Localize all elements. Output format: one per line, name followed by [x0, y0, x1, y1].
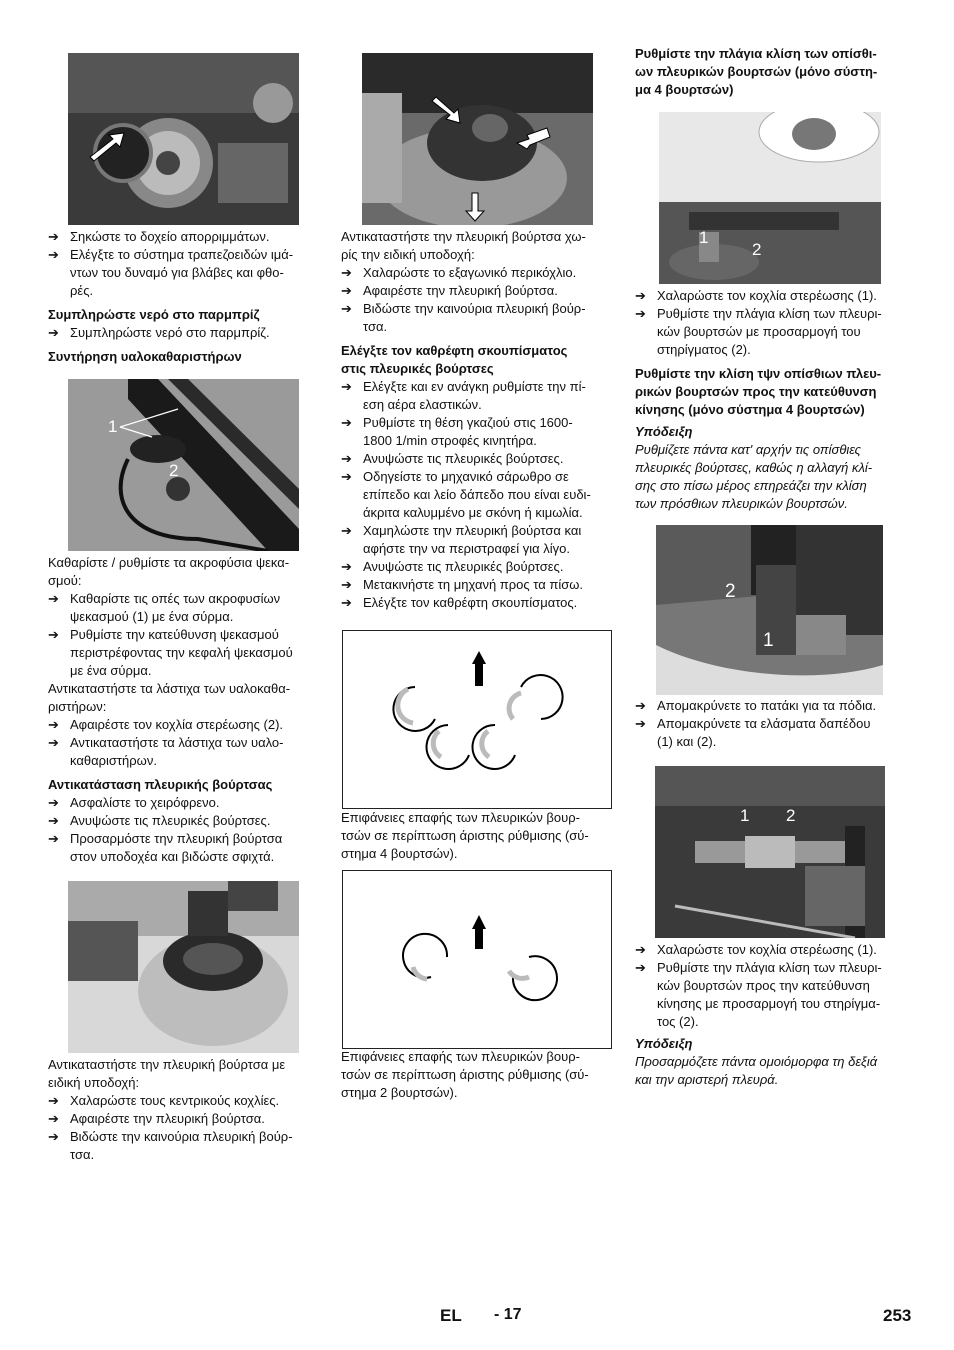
callout-label-2: 2 [725, 581, 736, 602]
instruction: Οδηγείστε το μηχανικό σάρωθρο σε [363, 469, 569, 484]
figure-caption: Επιφάνειες επαφής των πλευρικών βουρ- [341, 1049, 580, 1064]
instruction: Χαλαρώστε τον κοχλία στερέωσης (1). [657, 942, 877, 957]
arrow-right-icon: ➔ [635, 306, 646, 321]
section-heading: Ρυθμίστε την κλίση τψν οπίσθιων πλευ- [635, 366, 882, 381]
wiper-nozzle-photo [68, 379, 299, 551]
section-heading: ρικών βουρτσών προς την κατεύθυνση [635, 384, 877, 399]
instruction: Ελέγξτε τον καθρέφτη σκουπίσματος. [363, 595, 578, 610]
instruction: Αφαιρέστε τον κοχλία στερέωσης (2). [70, 717, 284, 732]
arrow-right-icon: ➔ [48, 1111, 59, 1126]
note-text: πλευρικές βούρτσες, καθώς η αλλαγή κλί- [635, 460, 873, 475]
instruction: επίπεδο και λείο δάπεδο που είναι ευδι- [363, 487, 591, 502]
arrow-right-icon: ➔ [635, 288, 646, 303]
callout-label-2: 2 [786, 806, 796, 825]
arrow-right-icon: ➔ [48, 627, 59, 642]
instruction: Βιδώστε την καινούρια πλευρική βούρ- [70, 1129, 293, 1144]
instruction: αφήστε την να περιστραφεί για λίγο. [363, 541, 570, 556]
page-number: 253 [883, 1306, 912, 1325]
arrow-right-icon: ➔ [48, 735, 59, 750]
note-text: και την αριστερή πλευρά. [635, 1072, 779, 1087]
arrow-right-icon: ➔ [48, 831, 59, 846]
arrow-right-icon: ➔ [48, 717, 59, 732]
instruction: κίνησης με προσαρμογή του στηρίγμα- [657, 996, 881, 1011]
instruction: Χαμηλώστε την πλευρική βούρτσα και [363, 523, 582, 538]
brush-hub-photo [362, 53, 593, 225]
instruction: Αφαιρέστε την πλευρική βούρτσα. [70, 1111, 265, 1126]
instruction: Αφαιρέστε την πλευρική βούρτσα. [363, 283, 558, 298]
instruction: με ένα σύρμα. [70, 663, 152, 678]
instruction: τος (2). [657, 1014, 699, 1029]
figure-caption: τσών σε περίπτωση άριστης ρύθμισης (σύ- [341, 1067, 589, 1082]
instruction: στον υποδοχέα και βιδώστε σφιχτά. [70, 849, 275, 864]
paragraph: Αντικαταστήστε την πλευρική βούρτσα με [48, 1057, 286, 1072]
instruction: Ασφαλίστε το χειρόφρενο. [70, 795, 220, 810]
note-text: σης στο πίσω μέρος επηρεάζει την κλίση [635, 478, 867, 493]
instruction: τσα. [70, 1147, 95, 1162]
arrow-right-icon: ➔ [341, 577, 352, 592]
instruction: κών βουρτσών προς την κατεύθυνση [657, 978, 870, 993]
instruction: Ρυθμίστε τη θέση γκαζιού στις 1600- [363, 415, 573, 430]
section-heading: κίνησης (μόνο σύστημα 4 βουρτσών) [635, 402, 865, 417]
arrow-right-icon: ➔ [635, 698, 646, 713]
instruction: κών βουρτσών με προσαρμογή του [657, 324, 861, 339]
instruction: 1800 1/min στροφές κινητήρα. [363, 433, 537, 448]
figure-caption: στημα 4 βουρτσών). [341, 846, 458, 861]
instruction: Ρυθμίστε την πλάγια κλίση των πλευρι- [657, 960, 882, 975]
section-heading: μα 4 βουρτσών) [635, 82, 734, 97]
arrow-right-icon: ➔ [341, 451, 352, 466]
alternator-photo [68, 53, 299, 225]
instruction: Συμπληρώστε νερό στο παρμπρίζ. [70, 325, 270, 340]
note-text: Ρυθμίζετε πάντα κατ' αρχήν τις οπίσθιες [635, 442, 861, 457]
figure-caption: Επιφάνειες επαφής των πλευρικών βουρ- [341, 810, 580, 825]
figure-caption: τσών σε περίπτωση άριστης ρύθμισης (σύ- [341, 828, 589, 843]
instruction: ντων του δυναμό για βλάβες και φθο- [70, 265, 284, 280]
arrow-right-icon: ➔ [341, 523, 352, 538]
instruction: Ελέγξτε και εν ανάγκη ρυθμίστε την πί- [363, 379, 586, 394]
arrow-right-icon: ➔ [48, 591, 59, 606]
underfloor-bracket-photo [655, 766, 885, 938]
section-heading: Ρυθμίστε την πλάγια κλίση των οπίσθι- [635, 46, 877, 61]
rear-brush-bracket-photo [659, 112, 881, 284]
figure-caption: στημα 2 βουρτσών). [341, 1085, 458, 1100]
arrow-right-icon: ➔ [635, 960, 646, 975]
paragraph: Αντικαταστήστε τα λάστιχα των υαλοκαθα- [48, 681, 291, 696]
section-heading: στις πλευρικές βούρτσες [341, 361, 494, 376]
instruction: Χαλαρώστε το εξαγωνικό περικόχλιο. [363, 265, 577, 280]
section-heading: Συντήρηση υαλοκαθαριστήρων [48, 349, 242, 364]
arrow-right-icon: ➔ [48, 1129, 59, 1144]
paragraph: σμού: [48, 573, 82, 588]
arrow-right-icon: ➔ [341, 301, 352, 316]
callout-label-2: 2 [752, 240, 762, 259]
section-heading: Αντικατάσταση πλευρικής βούρτσας [48, 777, 273, 792]
instruction: άκριτα καλυμμένο με σκόνη ή κιμωλία. [363, 505, 583, 520]
instruction: ρές. [70, 283, 94, 298]
contact-pattern-diagram-4-brushes [342, 630, 612, 809]
instruction: Χαλαρώστε τον κοχλία στερέωσης (1). [657, 288, 877, 303]
instruction: Ανυψώστε τις πλευρικές βούρτσες. [363, 559, 564, 574]
instruction: τσα. [363, 319, 388, 334]
note-heading: Υπόδειξη [635, 1036, 693, 1051]
arrow-right-icon: ➔ [48, 1093, 59, 1108]
arrow-right-icon: ➔ [341, 379, 352, 394]
paragraph: ειδική υποδοχή: [48, 1075, 140, 1090]
floor-plates-photo [656, 525, 883, 695]
arrow-right-icon: ➔ [341, 559, 352, 574]
arrow-right-icon: ➔ [48, 813, 59, 828]
instruction: Μετακινήστε τη μηχανή προς τα πίσω. [363, 577, 583, 592]
instruction: καθαριστήρων. [70, 753, 157, 768]
section-heading: Ελέγξτε τον καθρέφτη σκουπίσματος [341, 343, 568, 358]
callout-label-1: 1 [740, 806, 750, 825]
paragraph: ρίς την ειδική υποδοχή: [341, 247, 475, 262]
instruction: Ρυθμίστε την πλάγια κλίση των πλευρι- [657, 306, 882, 321]
callout-label-1: 1 [763, 630, 774, 651]
note-text: Προσαρμόζετε πάντα ομοιόμορφα τη δεξιά [635, 1054, 878, 1069]
note-text: των πρόσθιων πλευρικών βουρτσών. [635, 496, 848, 511]
instruction: εση αέρα ελαστικών. [363, 397, 482, 412]
section-heading: Συμπληρώστε νερό στο παρμπρίζ [48, 307, 260, 322]
instruction: ψεκασμού (1) με ένα σύρμα. [70, 609, 234, 624]
paragraph: ριστήρων: [48, 699, 107, 714]
arrow-right-icon: ➔ [48, 795, 59, 810]
side-brush-photo [68, 881, 299, 1053]
paragraph: Καθαρίστε / ρυθμίστε τα ακροφύσια ψεκα- [48, 555, 290, 570]
instruction: Ελέγξτε το σύστημα τραπεζοειδών ιμά- [70, 247, 294, 262]
instruction: περιστρέφοντας την κεφαλή ψεκασμού [70, 645, 293, 660]
contact-pattern-diagram-2-brushes [342, 870, 612, 1049]
arrow-right-icon: ➔ [48, 247, 59, 262]
instruction: Ανυψώστε τις πλευρικές βούρτσες. [363, 451, 564, 466]
arrow-right-icon: ➔ [341, 283, 352, 298]
instruction: (1) και (2). [657, 734, 717, 749]
instruction: Αντικαταστήστε τα λάστιχα των υαλο- [70, 735, 284, 750]
instruction: Χαλαρώστε τους κεντρικούς κοχλίες. [70, 1093, 280, 1108]
instruction: Προσαρμόστε την πλευρική βούρτσα [70, 831, 283, 846]
instruction: Ρυθμίστε την κατεύθυνση ψεκασμού [70, 627, 279, 642]
arrow-right-icon: ➔ [341, 469, 352, 484]
callout-label-2: 2 [169, 461, 179, 480]
arrow-right-icon: ➔ [341, 265, 352, 280]
instruction: Καθαρίστε τις οπές των ακροφυσίων [70, 591, 281, 606]
instruction: Απομακρύνετε το πατάκι για τα πόδια. [657, 698, 877, 713]
arrow-right-icon: ➔ [341, 415, 352, 430]
footer-section: - 17 [494, 1306, 522, 1323]
instruction: Σηκώστε το δοχείο απορριμμάτων. [70, 229, 270, 244]
arrow-right-icon: ➔ [635, 942, 646, 957]
instruction: Ανυψώστε τις πλευρικές βούρτσες. [70, 813, 271, 828]
section-heading: ων πλευρικών βουρτσών (μόνο σύστη- [635, 64, 878, 79]
arrow-right-icon: ➔ [48, 325, 59, 340]
callout-label-1: 1 [108, 417, 118, 436]
callout-label-1: 1 [699, 228, 709, 247]
paragraph: Αντικαταστήστε την πλευρική βούρτσα χω- [341, 229, 586, 244]
arrow-right-icon: ➔ [48, 229, 59, 244]
instruction: Απομακρύνετε τα ελάσματα δαπέδου [657, 716, 871, 731]
arrow-right-icon: ➔ [635, 716, 646, 731]
note-heading: Υπόδειξη [635, 424, 693, 439]
arrow-right-icon: ➔ [341, 595, 352, 610]
instruction: στηρίγματος (2). [657, 342, 751, 357]
instruction: Βιδώστε την καινούρια πλευρική βούρ- [363, 301, 586, 316]
footer-language: EL [440, 1306, 462, 1325]
